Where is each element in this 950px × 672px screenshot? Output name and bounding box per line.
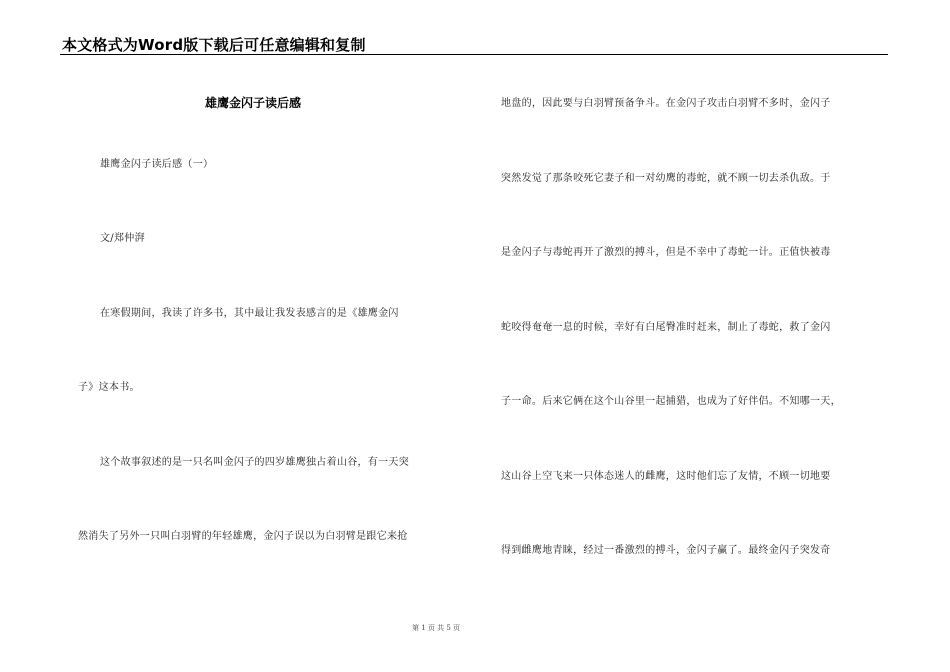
right-line-3: 是金闪子与毒蛇再开了激烈的搏斗，但是不幸中了毒蛇一计。正值快被毒 [501, 247, 831, 258]
right-line-6: 这山谷上空飞来一只体态迷人的雌鹰，这时他们忘了友情，不顾一切地要 [501, 471, 831, 482]
right-line-4: 蛇咬得奄奄一息的时候，幸好有白尾臀准时赶来，制止了毒蛇，救了金闪 [501, 322, 831, 333]
left-line-2: 文/郑仲湃 [100, 233, 145, 244]
left-line-4: 子》这本书。 [78, 382, 140, 393]
right-line-1: 地盘的，因此要与白羽臂预备争斗。在金闪子攻击白羽臂不多时，金闪子 [501, 98, 831, 109]
document-title: 雄鹰金闪子读后感 [205, 96, 302, 110]
right-line-2: 突然发觉了那条咬死它妻子和一对幼鹰的毒蛇，就不顾一切去杀仇敌。于 [501, 173, 831, 184]
left-line-5: 这个故事叙述的是一只名叫金闪子的四岁雄鹰独占着山谷，有一天突 [100, 457, 409, 468]
page-number: 第 1 页 共 5 页 [412, 624, 461, 632]
left-line-6: 然消失了另外一只叫白羽臂的年轻雄鹰，金闪子误以为白羽臂是跟它来抢 [78, 531, 408, 542]
document-banner: 本文格式为Word版下载后可任意编辑和复制 [62, 36, 366, 54]
banner-divider [60, 54, 888, 55]
left-line-1: 雄鹰金闪子读后感（一） [100, 159, 214, 170]
right-line-7: 得到雌鹰地青睐，经过一番激烈的搏斗，金闪子赢了。最终金闪子突发奇 [501, 545, 831, 556]
right-line-5: 子一命。后来它俩在这个山谷里一起捕猎，也成为了好伴侣。不知哪一天， [501, 396, 841, 407]
left-line-3: 在寒假期间，我读了许多书，其中最让我发表感言的是《雄鹰金闪 [100, 308, 399, 319]
